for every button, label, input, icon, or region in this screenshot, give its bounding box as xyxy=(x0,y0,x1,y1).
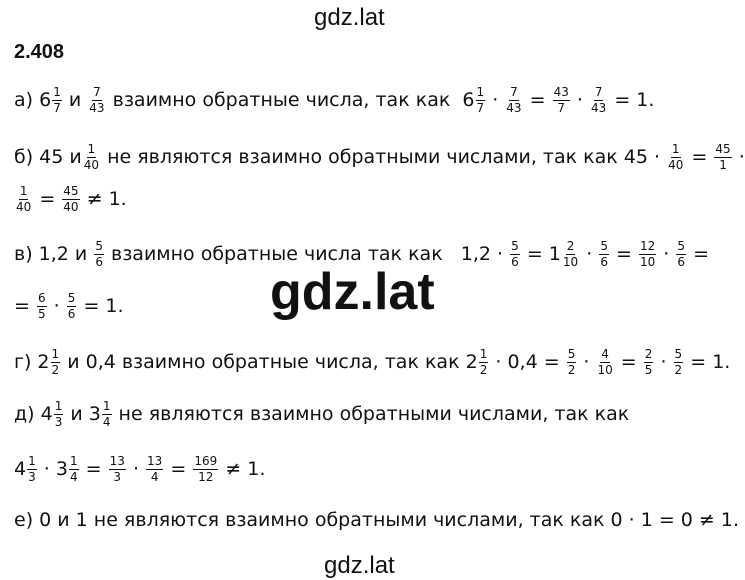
fraction: $\frac{7}{43}$ xyxy=(506,85,522,115)
part-v-mid: так как xyxy=(367,243,443,265)
part-e xyxy=(14,508,739,532)
part-d-whole: 4 xyxy=(14,458,27,480)
part-d-text: не являются взаимно обратными числами, так как xyxy=(118,403,630,425)
multiply-sign: · xyxy=(586,243,593,265)
fraction: $\frac{1}{40}$ xyxy=(83,142,100,172)
part-v-line-2 xyxy=(14,292,124,321)
part-g-result: = 1. xyxy=(690,351,731,373)
fraction: $\frac{45}{1}$ xyxy=(715,142,731,172)
part-a-and: и xyxy=(68,89,82,111)
fraction: $\frac{13}{3}$ xyxy=(109,454,125,484)
part-g-mid: · 0,4 = xyxy=(495,351,560,373)
fraction: $\frac{1}{7}$ xyxy=(476,85,485,115)
fraction: $\frac{1}{40}$ xyxy=(16,184,32,214)
part-d-line-1 xyxy=(14,400,629,429)
fraction: $\frac{5}{2}$ xyxy=(567,347,576,377)
fraction: $\frac{7}{43}$ xyxy=(591,85,607,115)
fraction: $\frac{7}{43}$ xyxy=(89,85,105,115)
part-v-text: взаимно обратные числа xyxy=(111,243,362,265)
part-d-line-2 xyxy=(14,455,265,484)
fraction: $\frac{43}{7}$ xyxy=(553,85,569,115)
equals-sign: = xyxy=(529,89,546,111)
fraction: $\frac{5}{2}$ xyxy=(674,347,683,377)
fraction: $\frac{5}{6}$ xyxy=(600,239,608,269)
fraction: $\frac{1}{3}$ xyxy=(54,399,63,429)
part-g-label: г) 2 xyxy=(14,351,50,373)
watermark: gdz.lat xyxy=(270,263,435,321)
fraction: $\frac{1}{4}$ xyxy=(102,399,111,429)
part-g xyxy=(14,348,730,377)
equals-sign: = xyxy=(39,188,56,210)
multiply-sign: · xyxy=(576,89,583,111)
fraction: $\frac{4}{10}$ xyxy=(597,347,613,377)
fraction: $\frac{12}{10}$ xyxy=(639,239,656,269)
fraction: $\frac{1}{7}$ xyxy=(53,85,61,115)
multiply-sign: · xyxy=(738,146,745,168)
fraction: $\frac{5}{6}$ xyxy=(511,239,519,269)
part-d-and: и 3 xyxy=(70,403,101,425)
part-a xyxy=(14,86,654,115)
fraction: $\frac{1}{4}$ xyxy=(69,454,78,484)
fraction: $\frac{1}{40}$ xyxy=(668,142,684,172)
fraction: $\frac{2}{5}$ xyxy=(644,347,653,377)
part-a-whole: 6 xyxy=(39,89,52,111)
part-b-text: не являются взаимно обратными числами, так как 45 · xyxy=(107,146,661,168)
part-b-result: ≠ 1. xyxy=(86,188,127,210)
multiply-sign: · xyxy=(663,243,670,265)
part-d-result: ≠ 1. xyxy=(225,458,266,480)
site-footer[interactable]: gdz.lat xyxy=(324,552,395,579)
multiply-sign: · 3 xyxy=(43,458,68,480)
part-v-label: в) 1,2 и xyxy=(14,243,88,265)
fraction: $\frac{45}{40}$ xyxy=(63,184,79,214)
part-b-line-1 xyxy=(14,143,745,172)
part-a-label: а) xyxy=(14,89,34,111)
multiply-sign: · xyxy=(492,89,499,111)
equals-sign: = xyxy=(14,295,30,317)
problem-number: 2.408 xyxy=(14,41,65,63)
equals-sign: = xyxy=(85,458,102,480)
multiply-sign: · xyxy=(132,458,139,480)
part-v-start: 1,2 · xyxy=(460,243,504,265)
part-a-expr-whole: 6 xyxy=(462,89,475,111)
part-e-text: е) 0 и 1 не являются взаимно обратными числами, так как 0 · 1 = 0 ≠ 1. xyxy=(14,509,740,531)
part-a-result: = 1. xyxy=(614,89,655,111)
fraction: $\frac{1}{3}$ xyxy=(28,454,36,484)
part-d-label: д) 4 xyxy=(14,403,53,425)
part-b-label: б) 45 и xyxy=(14,146,82,168)
fraction: $\frac{2}{10}$ xyxy=(562,239,579,269)
equals-sign: = xyxy=(616,243,632,265)
equals-sign: = xyxy=(620,351,637,373)
multiply-sign: · xyxy=(660,351,667,373)
fraction: $\frac{1}{2}$ xyxy=(51,347,60,377)
part-a-text: взаимно обратные числа, так как xyxy=(112,89,451,111)
equals-sign: = 1 xyxy=(526,243,561,265)
multiply-sign: · xyxy=(583,351,590,373)
equals-sign: = xyxy=(170,458,187,480)
fraction: $\frac{6}{5}$ xyxy=(37,291,46,321)
fraction: $\frac{13}{4}$ xyxy=(147,454,163,484)
multiply-sign: · xyxy=(53,295,60,317)
site-header[interactable]: gdz.lat xyxy=(314,4,385,31)
fraction: $\frac{1}{2}$ xyxy=(479,347,488,377)
part-v-result: = 1. xyxy=(83,295,124,317)
equals-sign: = xyxy=(691,146,708,168)
fraction: $\frac{5}{6}$ xyxy=(67,291,76,321)
equals-sign: = xyxy=(693,243,709,265)
fraction: $\frac{169}{12}$ xyxy=(194,454,218,484)
part-g-text: и 0,4 взаимно обратные числа, так как 2 xyxy=(67,351,478,373)
part-b-line-2 xyxy=(14,185,127,214)
fraction: $\frac{5}{6}$ xyxy=(95,239,103,269)
fraction: $\frac{5}{6}$ xyxy=(677,239,686,269)
